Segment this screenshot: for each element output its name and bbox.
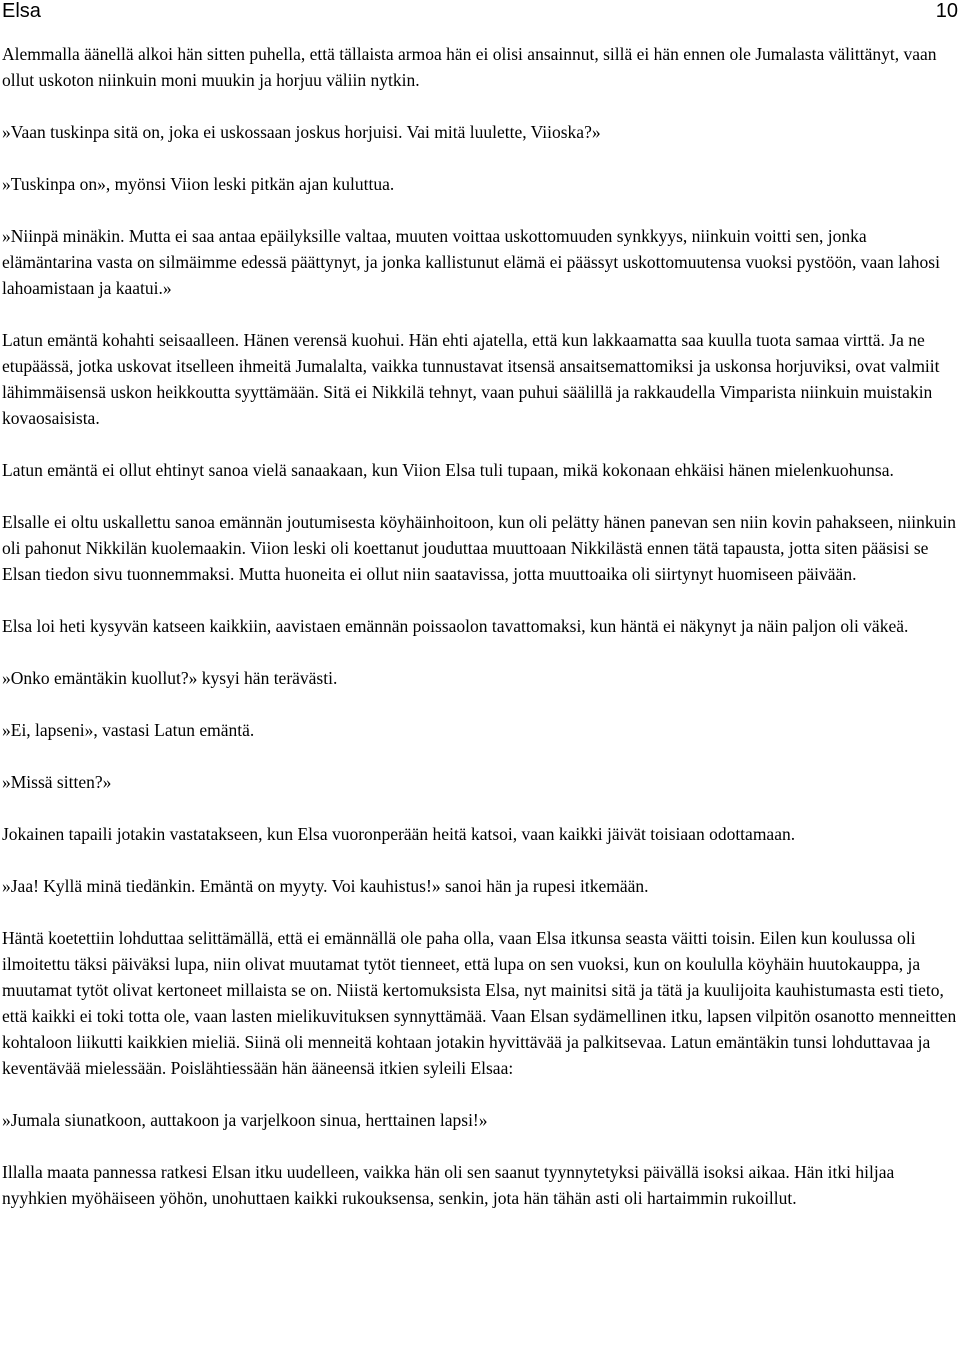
paragraph: »Missä sitten?» [2, 772, 112, 792]
paragraph: »Jaa! Kyllä minä tiedänkin. Emäntä on myyty. Voi kauhistus!» sanoi hän ja rupesi itkemään. [2, 876, 649, 896]
page-number: 10 [935, 0, 958, 22]
header-title: Elsa [2, 0, 41, 22]
paragraph: Latun emäntä ei ollut ehtinyt sanoa vielä sanaakaan, kun Viion Elsa tuli tupaan, mikä kokonaan ehkäisi hänen mielenkuohunsa. [2, 460, 894, 480]
paragraph: »Tuskinpa on», myönsi Viion leski pitkän ajan kuluttua. [2, 174, 395, 194]
running-header [0, 0, 960, 26]
paragraph: Häntä koetettiin lohduttaa selittämällä, että ei emännällä ole paha olla, vaan Elsa itkunsa seasta väitti toisin. Eilen kun koulussa oli ilmoitettu täksi päiväksi lupa, niin olivat muutamat tytöt tienneet, että lupa on sen vuoksi, kun on koululla köyhäin huutokauppa, ja muutamat tytöt olivat kertoneet millaista se on. Niistä kertomuksista Elsa, nyt mainitsi sitä ja tätä ja kuulijoita kauhistumasta esti tieto, että kaikki ei toki totta ole, vaan lasten mielikuvituksen synnyttämää. Vaan Elsan sydämellinen itku, lapsen vilpitön osanotto menneitten kohtaloon liikutti kaikkien mieliä. Siinä oli menneitä kohtaan jotakin hyvittävää ja palkitsevaa. Latun emäntäkin tunsi lohduttavaa ja keventävää mielessään. Poislähtiessään hän ääneensä itkien syleili Elsaa: [2, 928, 957, 1078]
paragraph: Elsalle ei oltu uskallettu sanoa emännän joutumisesta köyhäinhoitoon, kun oli pelätty hänen panevan sen niin kovin pahakseen, niinkuin oli pahonut Nikkilän kuolemaakin. Viion leski oli koettanut jouduttaa muuttoaan Nikkilästä ennen tätä tapausta, jotta siten pääsisi se Elsan tiedon sivu tuonnemmaksi. Mutta huoneita ei ollut niin saatavissa, jotta muuttoaika oli siirtynyt huomiseen päivään. [2, 512, 957, 584]
paragraph: »Jumala siunatkoon, auttakoon ja varjelkoon sinua, herttainen lapsi!» [2, 1110, 488, 1130]
paragraph: Illalla maata pannessa ratkesi Elsan itku uudelleen, vaikka hän oli sen saanut tyynnytetyksi päivällä isoksi aikaa. Hän itki hiljaa nyyhkien myöhäiseen yöhön, unohuttaen kaikki rukouksensa, senkin, jota hän tähän asti oli hartaimmin rukoillut. [2, 1162, 895, 1208]
paragraph: Jokainen tapaili jotakin vastatakseen, kun Elsa vuoronperään heitä katsoi, vaan kaikki jäivät toisiaan odottamaan. [2, 824, 796, 844]
paragraph: »Ei, lapseni», vastasi Latun emäntä. [2, 720, 255, 740]
paragraph: Alemmalla äänellä alkoi hän sitten puhella, että tällaista armoa hän ei olisi ansainnut, sillä ei hän ennen ole Jumalasta välittänyt, vaan ollut uskoton niinkuin moni muukin ja horjuu väliin nytkin. [2, 44, 937, 90]
paragraph: »Niinpä minäkin. Mutta ei saa antaa epäilyksille valtaa, muuten voittaa uskottomuuden synkkyys, niinkuin voitti sen, jonka elämäntarina vasta on silmäimme edessä päättynyt, ja jonka kallistunut elämä ei päässyt uskottomuutensa vuoksi pystöön, vaan lahosi lahoamistaan ja kaatui.» [2, 226, 940, 298]
paragraph: Elsa loi heti kysyvän katseen kaikkiin, aavistaen emännän poissaolon tavattomaksi, kun häntä ei näkynyt ja näin paljon oli väkeä. [2, 616, 909, 636]
paragraph: »Onko emäntäkin kuollut?» kysyi hän terävästi. [2, 668, 338, 688]
paragraph: »Vaan tuskinpa sitä on, joka ei uskossaan joskus horjuisi. Vai mitä luulette, Viioska?» [2, 122, 601, 142]
body-text [2, 41, 957, 1211]
paragraph: Latun emäntä kohahti seisaalleen. Hänen verensä kuohui. Hän ehti ajatella, että kun lakkaamatta saa kuulla tuota samaa virttä. Ja ne etupäässä, jotka uskovat itselleen ihmeitä Jumalalta, vaikka tunnustavat itsensä ansaitsemattomiksi ja uskonsa horjuviksi, ovat valmiit lähimmäisensä uskon heikkoutta syyttämään. Sitä ei Nikkilä tehnyt, vaan puhui säälillä ja rakkaudella Vimparista niinkuin muistakin kovaosaisista. [2, 330, 940, 428]
